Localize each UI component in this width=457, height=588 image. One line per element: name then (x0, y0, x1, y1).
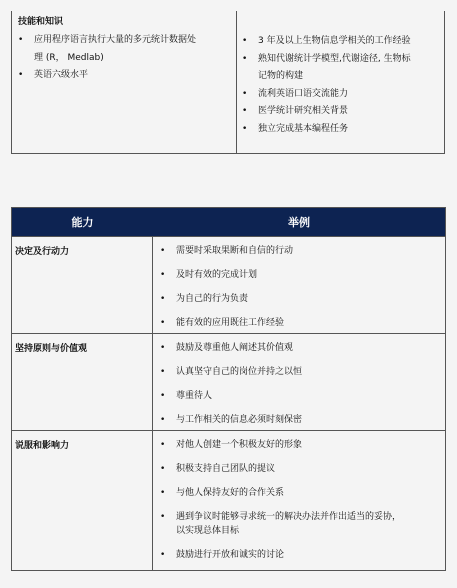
skills-right-item: • 流利英语口语交流能力 (237, 86, 444, 104)
example-list (153, 336, 445, 432)
example-item: • 认真坚守自己的岗位并持之以恒 (153, 360, 445, 384)
competency-name: 说服和影响力 (12, 431, 153, 570)
header-example: 举例 (288, 216, 310, 229)
example-list (153, 239, 445, 335)
skills-heading: 技能和知识 (18, 17, 64, 27)
example-item: • 尊重待人 (153, 384, 445, 408)
example-item: • 鼓励进行开放和诚实的讨论 (153, 543, 445, 567)
skills-left-item: • 应用程序语言执行大量的多元统计数据处 (12, 32, 236, 50)
skills-table (11, 11, 445, 154)
header-ability: 能力 (71, 216, 94, 229)
skills-right-column (237, 11, 444, 153)
example-item: • 能有效的应用既往工作经验 (153, 311, 445, 335)
skills-right-item: • 3 年及以上生物信息学相关的工作经验 (237, 33, 444, 51)
skills-left-list (12, 32, 236, 85)
example-item: • 与他人保持友好的合作关系 (153, 481, 445, 505)
example-item: • 为自己的行为负责 (153, 287, 445, 311)
skills-left-item-continuation: 理 (R， Medlab) (34, 52, 104, 63)
competency-table (11, 207, 446, 571)
example-item: • 鼓励及尊重他人阐述其价值观 (153, 336, 445, 360)
example-item: • 及时有效的完成计划 (153, 263, 445, 287)
competency-name: 坚持原则与价值观 (12, 334, 153, 430)
competency-row (12, 333, 445, 430)
example-list (153, 433, 445, 567)
competency-header (12, 208, 445, 236)
competency-examples (153, 431, 445, 570)
example-item: • 积极支持自己团队的提议 (153, 457, 445, 481)
example-item: • 与工作相关的信息必须时刻保密 (153, 408, 445, 432)
competency-row (12, 236, 445, 333)
example-item: • 对他人创建一个积极友好的形象 (153, 433, 445, 457)
skills-right-item: • 医学统计研究相关背景 (237, 103, 444, 121)
competency-examples (153, 237, 445, 333)
skills-left-item: • 英语六级水平 (12, 67, 236, 85)
competency-examples (153, 334, 445, 430)
skills-left-column (12, 11, 237, 153)
skills-right-item: • 独立完成基本编程任务 (237, 121, 444, 139)
skills-right-list (237, 33, 444, 138)
competency-row (12, 430, 445, 570)
skills-right-item: • 熟知代谢统计学模型,代谢途径, 生物标 (237, 51, 444, 69)
example-item: • 需要时采取果断和自信的行动 (153, 239, 445, 263)
example-item: • 遇到争议时能够寻求统一的解决办法并作出适当的妥协，以实现总体目标 (153, 505, 445, 543)
skills-right-item-continuation: 记物的构建 (258, 71, 304, 81)
competency-name: 决定及行动力 (12, 237, 153, 333)
